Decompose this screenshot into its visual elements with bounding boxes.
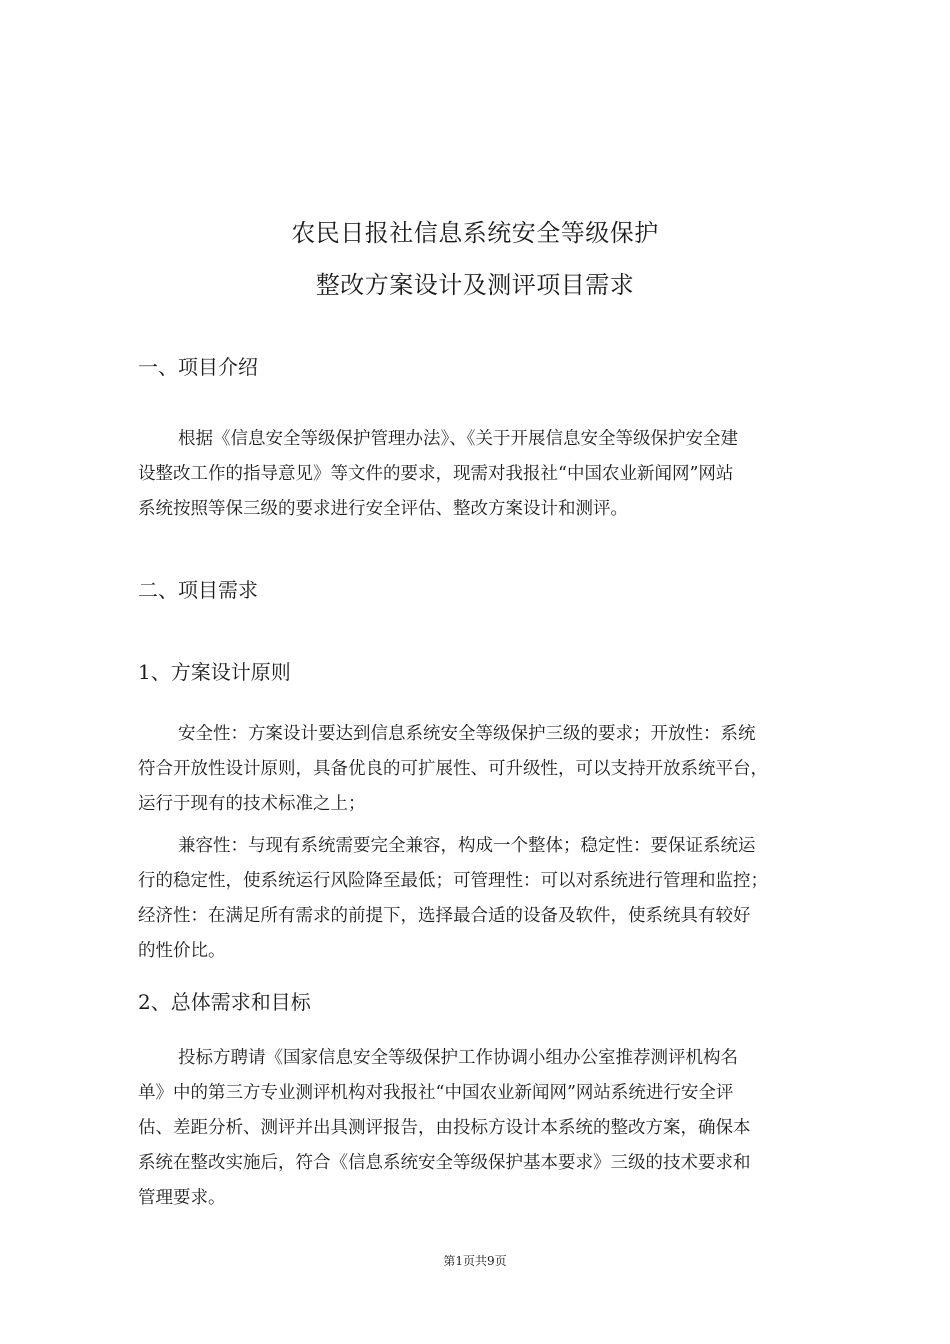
paragraph-design-principles-2: [138, 829, 823, 969]
paragraph-line: 投标方聘请《国家信息安全等级保护工作协调小组办公室推荐测评机构名: [178, 1048, 738, 1068]
paragraph-line: 估、差距分析、测评并出具测评报告，由投标方设计本系统的整改方案，确保本: [138, 1118, 751, 1138]
section-heading-project-intro: 一、项目介绍: [138, 355, 258, 379]
paragraph-line: 运行于现有的技术标准之上；: [138, 794, 366, 814]
paragraph-line: 单》中的第三方专业测评机构对我报社“中国农业新闻网”网站系统进行安全评: [138, 1083, 734, 1103]
paragraph-design-principles-1: [138, 717, 823, 822]
paragraph-line: 行的稳定性，使系统运行风险降至最低；可管理性：可以对系统进行管理和监控；: [138, 871, 768, 891]
paragraph-line: 系统在整改实施后，符合《信息系统安全等级保护基本要求》三级的技术要求和: [138, 1153, 751, 1173]
document-title-line1: 农民日报社信息系统安全等级保护: [291, 219, 659, 247]
paragraph-overall-goals: [138, 1041, 823, 1216]
paragraph-line: 经济性：在满足所有需求的前提下，选择最合适的设备及软件，使系统具有较好: [138, 906, 751, 926]
paragraph-line: 符合开放性设计原则，具备优良的可扩展性、可升级性，可以支持开放系统平台，: [138, 759, 768, 779]
paragraph-line: 管理要求。: [138, 1188, 226, 1208]
subsection-heading-design-principles: 1、方案设计原则: [138, 660, 291, 684]
paragraph-line: 系统按照等保三级的要求进行安全评估、整改方案设计和测评。: [138, 499, 628, 519]
paragraph-line: 设整改工作的指导意见》等文件的要求，现需对我报社“中国农业新闻网”网站: [138, 464, 734, 484]
subsection-heading-overall-goals: 2、总体需求和目标: [138, 990, 311, 1014]
paragraph-project-intro: [138, 422, 823, 527]
section-heading-project-requirements: 二、项目需求: [138, 578, 258, 602]
paragraph-line: 兼容性：与现有系统需要完全兼容，构成一个整体；稳定性：要保证系统运: [178, 836, 756, 856]
paragraph-line: 根据《信息安全等级保护管理办法》、《关于开展信息安全等级保护安全建: [178, 429, 738, 449]
document-title-line2: 整改方案设计及测评项目需求: [315, 271, 635, 299]
page-footer: 第1页共9页: [443, 1254, 507, 1268]
paragraph-line: 安全性：方案设计要达到信息系统安全等级保护三级的要求；开放性：系统: [178, 724, 756, 744]
paragraph-line: 的性价比。: [138, 941, 226, 961]
